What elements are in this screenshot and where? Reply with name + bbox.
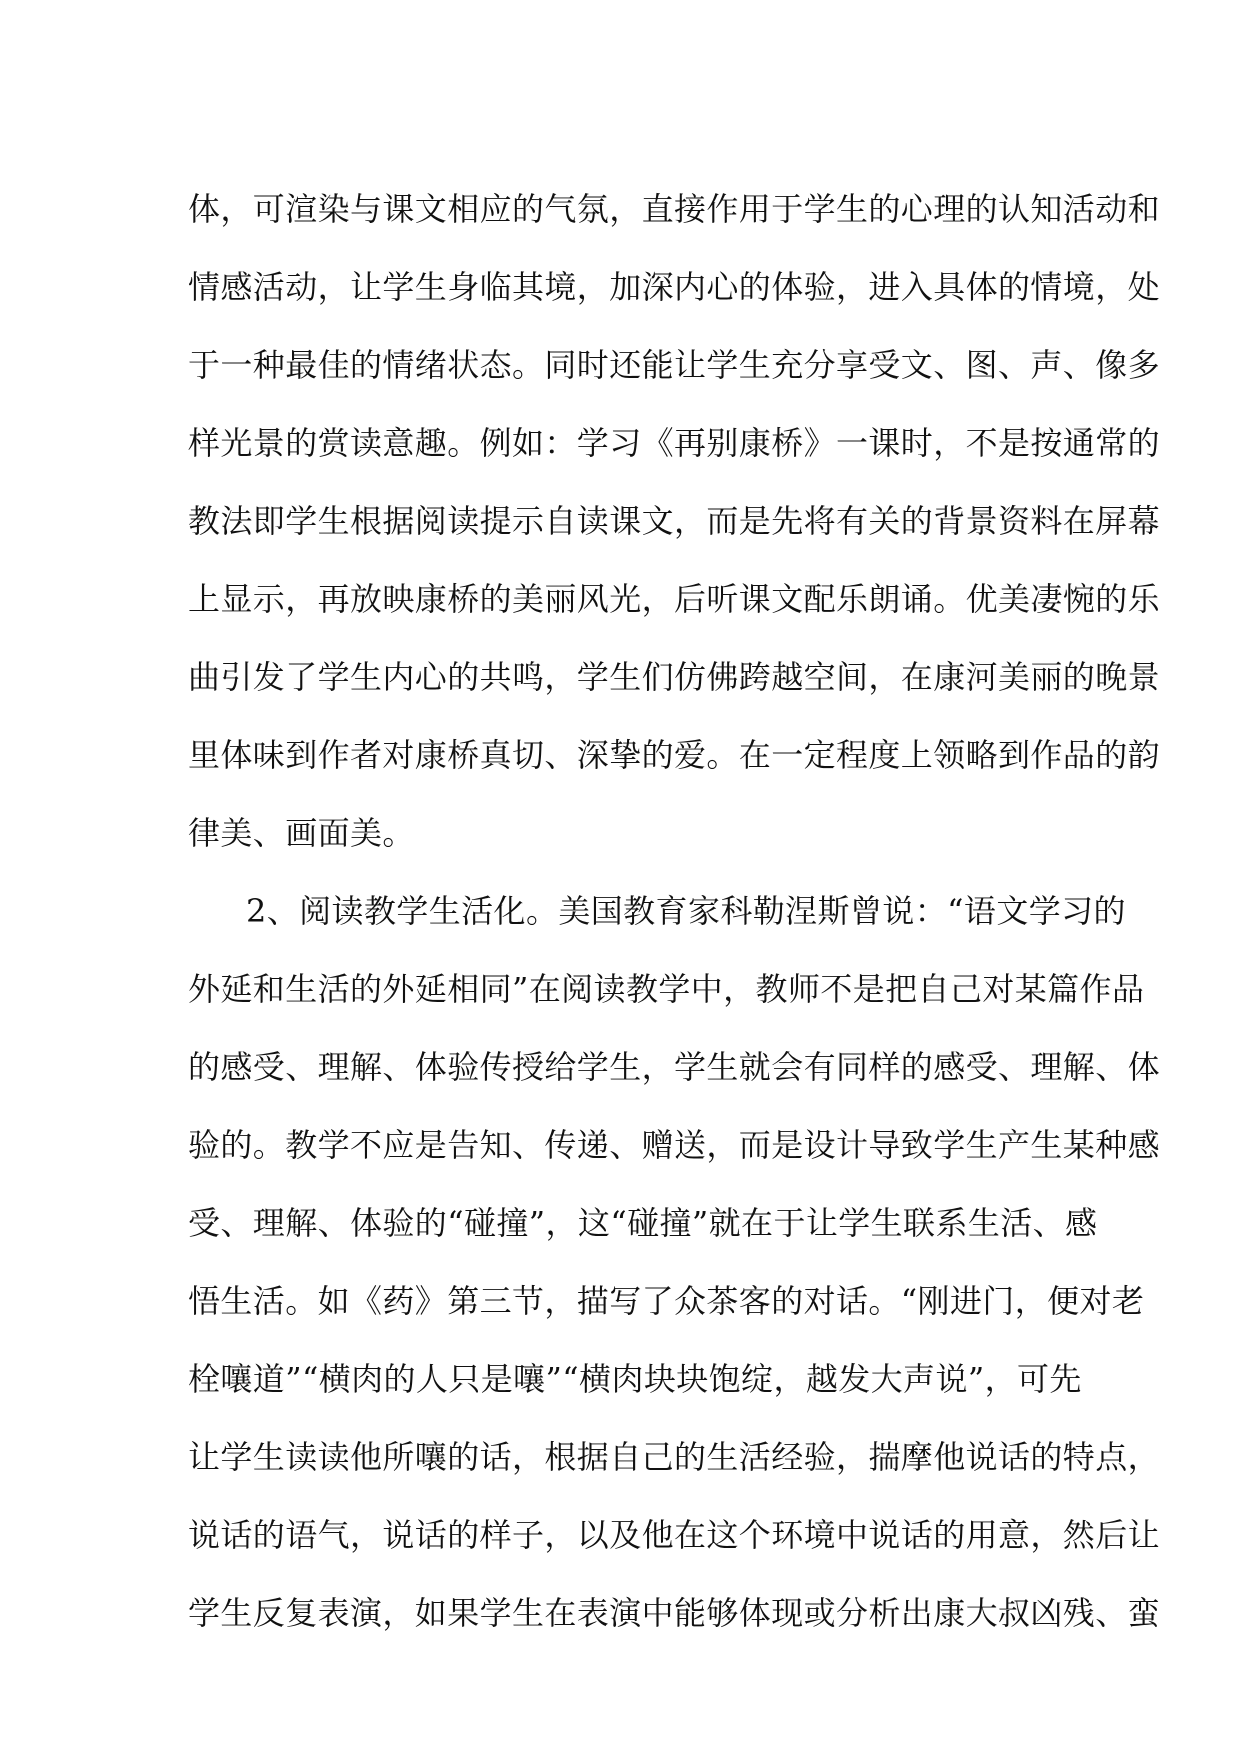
paragraph-line: 律美、画面美。 <box>188 814 415 852</box>
paragraph-line: 受、理解、体验的“碰撞”，这“碰撞”就在于让学生联系生活、感 <box>188 1204 1098 1242</box>
paragraph-line: 曲引发了学生内心的共鸣，学生们仿佛跨越空间，在康河美丽的晚景 <box>188 658 1161 696</box>
paragraph-line: 教法即学生根据阅读提示自读课文，而是先将有关的背景资料在屏幕 <box>188 502 1161 540</box>
paragraph-line: 验的。教学不应是告知、传递、赠送，而是设计导致学生产生某种感 <box>188 1126 1161 1164</box>
paragraph-line: 体，可渲染与课文相应的气氛，直接作用于学生的心理的认知活动和 <box>188 190 1161 228</box>
paragraph-line: 2、阅读教学生活化。美国教育家科勒涅斯曾说：“语文学习的 <box>246 892 1126 930</box>
paragraph-line: 悟生活。如《药》第三节，描写了众茶客的对话。“刚进门，便对老 <box>188 1282 1145 1320</box>
paragraph-line: 的感受、理解、体验传授给学生，学生就会有同样的感受、理解、体 <box>188 1048 1161 1086</box>
paragraph-2 <box>188 872 1161 1652</box>
paragraph-line: 样光景的赏读意趣。例如：学习《再别康桥》一课时，不是按通常的 <box>188 424 1161 462</box>
paragraph-line: 上显示，再放映康桥的美丽风光，后听课文配乐朗诵。优美凄惋的乐 <box>188 580 1161 618</box>
paragraph-line: 外延和生活的外延相同”在阅读教学中，教师不是把自己对某篇作品 <box>188 970 1145 1008</box>
paragraph-1 <box>188 170 1161 872</box>
paragraph-line: 让学生读读他所嚷的话，根据自己的生活经验，揣摩他说话的特点， <box>188 1438 1161 1476</box>
paragraph-line: 栓嚷道”“横肉的人只是嚷”“横肉块块饱绽，越发大声说”，可先 <box>188 1360 1082 1398</box>
paragraph-line: 于一种最佳的情绪状态。同时还能让学生充分享受文、图、声、像多 <box>188 346 1161 384</box>
paragraph-line: 说话的语气，说话的样子，以及他在这个环境中说话的用意，然后让 <box>188 1516 1161 1554</box>
paragraph-line: 里体味到作者对康桥真切、深挚的爱。在一定程度上领略到作品的韵 <box>188 736 1161 774</box>
paragraph-line: 学生反复表演，如果学生在表演中能够体现或分析出康大叔凶残、蛮 <box>188 1594 1161 1632</box>
paragraph-line: 情感活动，让学生身临其境，加深内心的体验，进入具体的情境，处 <box>188 268 1161 306</box>
document-body <box>188 170 1161 1652</box>
